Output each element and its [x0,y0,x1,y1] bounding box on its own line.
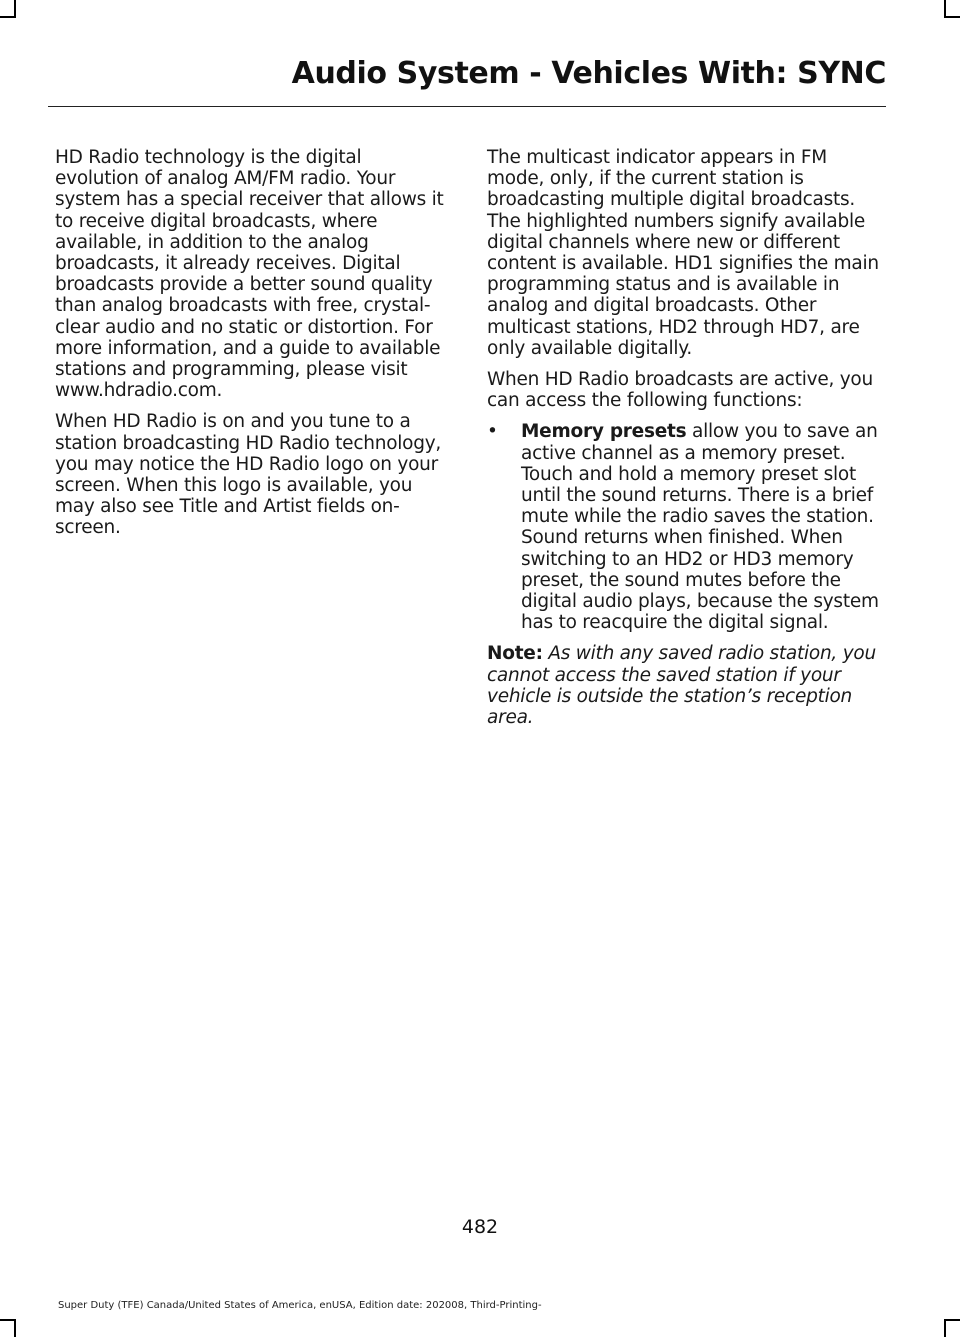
crop-mark-top-left-horizontal [0,16,16,18]
note-label: Note: [487,643,543,665]
title-divider [48,106,886,107]
list-item-memory-presets [487,421,885,633]
crop-mark-bottom-right-horizontal [944,1319,960,1321]
paragraph-hd-radio-logo: When HD Radio is on and you tune to a station broadcasting HD Radio technology, you may notice the HD Radio logo on your screen. When this logo is available, you may also see Title and Artist fields on-screen. [55,411,442,539]
crop-mark-bottom-left-horizontal [0,1319,16,1321]
note [487,643,885,728]
paragraph-functions-intro: When HD Radio broadcasts are active, you can access the following functions: [487,369,873,412]
paragraph-hd-radio-intro: HD Radio technology is the digital evolution of analog AM/FM radio. Your system has a special receiver that allows it to receive digital broadcasts, where available, in addition to the analog broadcasts, it already receives. Digital broadcasts provide a better sound quality than analog broadcasts with free, crystal-clear audio and no static or distortion. For more information, and a guide to available stations and programming, please visit www.hdradio.com. [55,147,444,402]
crop-mark-bottom-right-vertical [944,1319,946,1337]
right-column [487,147,885,738]
memory-presets-description: allow you to save an active channel as a memory preset. Touch and hold a memory preset slot until the sound returns. There is a brief mute while the radio saves the station. Sound returns when finished. When switching to an HD2 or HD3 memory preset, the sound mutes before the digital audio plays, because the system has to reacquire the digital signal. [521,421,879,634]
footer-edition-info: Super Duty (TFE) Canada/United States of America, enUSA, Edition date: 202008, Third-Printing- [58,1300,542,1311]
note-text: As with any saved radio station, you cannot access the saved station if your vehicle is outside the station’s reception area. [487,643,876,729]
crop-mark-top-right-horizontal [944,16,960,18]
paragraph-multicast-indicator: The multicast indicator appears in FM mode, only, if the current station is broadcasting multiple digital broadcasts. The highlighted numbers signify available digital channels where new or different content is available. HD1 signifies the main programming status and is available in analog and digital broadcasts. Other multicast stations, HD2 through HD7, are only available digitally. [487,147,879,359]
crop-mark-bottom-left-vertical [14,1319,16,1337]
left-column [55,147,450,549]
page-title: Audio System - Vehicles With: SYNC [291,56,886,91]
bullet-icon: • [487,421,498,443]
page-number: 482 [461,1216,499,1238]
term-memory-presets: Memory presets [521,421,687,443]
